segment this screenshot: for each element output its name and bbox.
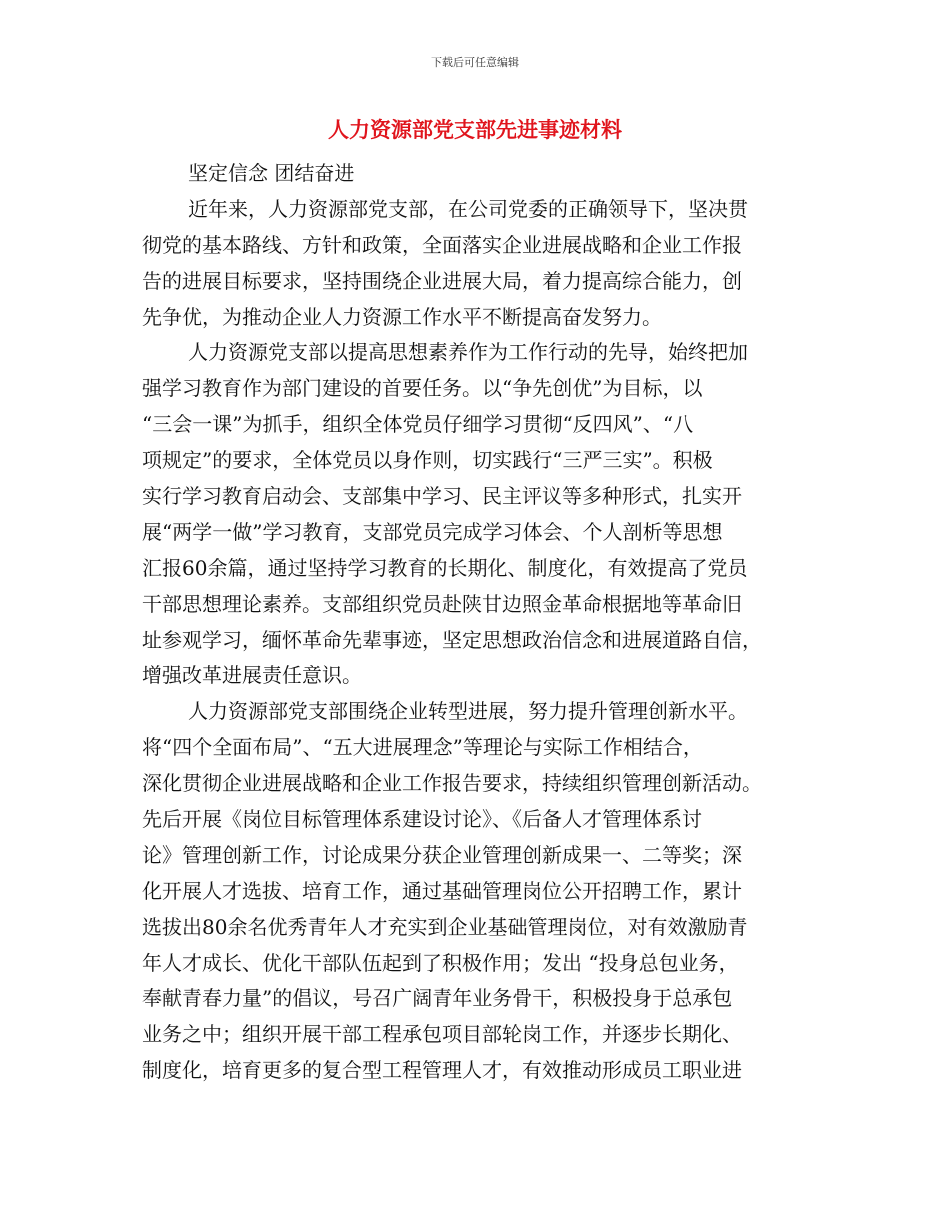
text-line: 展“两学一做”学习教育，支部党员完成学习体会、个人剖析等思想	[142, 519, 723, 544]
text-line: 增强改革进展责任意识。	[142, 663, 362, 688]
text-line: 项规定”的要求，全体党员以身作则，切实践行“三严三实”。积极	[142, 448, 713, 473]
text-line: 年人才成长、优化干部队伍起到了积极作用；发出 “投身总包业务，	[142, 950, 739, 975]
text-line: 干部思想理论素养。支部组织党员赴陕甘边照金革命根据地等革命旧	[142, 591, 742, 616]
page-header: 下载后可任意编辑	[431, 56, 519, 69]
text-line: 论》管理创新工作，讨论成果分获企业管理创新成果一、二等奖；深	[142, 842, 742, 867]
text-line: 强学习教育作为部门建设的首要任务。以“争先创优”为目标，以	[142, 376, 703, 401]
text-line: 将“四个全面布局”、“五大进展理念”等理论与实际工作相结合，	[142, 735, 703, 760]
text-line: 先争优，为推动企业人力资源工作水平不断提高奋发努力。	[142, 304, 662, 329]
text-line: 彻党的基本路线、方针和政策，全面落实企业进展战略和企业工作报	[142, 232, 742, 257]
document-body	[142, 156, 808, 1089]
text-line: 先后开展《岗位目标管理体系建设讨论》、《后备人才管理体系讨	[142, 807, 702, 832]
text-line: 汇报60余篇，通过坚持学习教育的长期化、制度化，有效提高了党员	[142, 555, 748, 580]
text-line: 奉献青春力量”的倡议，号召广阔青年业务骨干，积极投身于总承包	[142, 986, 733, 1011]
text-line: 制度化，培育更多的复合型工程管理人才，有效推动形成员工职业进	[142, 1058, 742, 1083]
text-line: 址参观学习，缅怀革命先辈事迹，坚定思想政治信念和进展道路自信，	[142, 627, 762, 652]
text-line: 选拔出80余名优秀青年人才充实到企业基础管理岗位，对有效激励青	[142, 914, 748, 939]
text-line: 业务之中；组织开展干部工程承包项目部轮岗工作，并逐步长期化、	[142, 1022, 742, 1047]
text-line: 告的进展目标要求，坚持围绕企业进展大局，着力提高综合能力，创	[142, 268, 742, 293]
text-line: 坚定信念 团结奋进	[188, 161, 355, 185]
text-line: 深化贯彻企业进展战略和企业工作报告要求，持续组织管理创新活动。	[142, 771, 762, 796]
text-line: 实行学习教育启动会、支部集中学习、民主评议等多种形式，扎实开	[142, 484, 742, 509]
text-line: “三会一课”为抓手，组织全体党员仔细学习贯彻“反四风”、“八	[142, 412, 694, 437]
text-line: 近年来，人力资源部党支部，在公司党委的正确领导下，坚决贯	[188, 196, 748, 221]
document-title: 人力资源部党支部先进事迹材料	[328, 118, 622, 142]
text-line: 人力资源部党支部围绕企业转型进展，努力提升管理创新水平。	[188, 699, 748, 724]
text-line: 人力资源党支部以提高思想素养作为工作行动的先导，始终把加	[188, 340, 748, 365]
text-line: 化开展人才选拔、培育工作，通过基础管理岗位公开招聘工作，累计	[142, 878, 742, 903]
